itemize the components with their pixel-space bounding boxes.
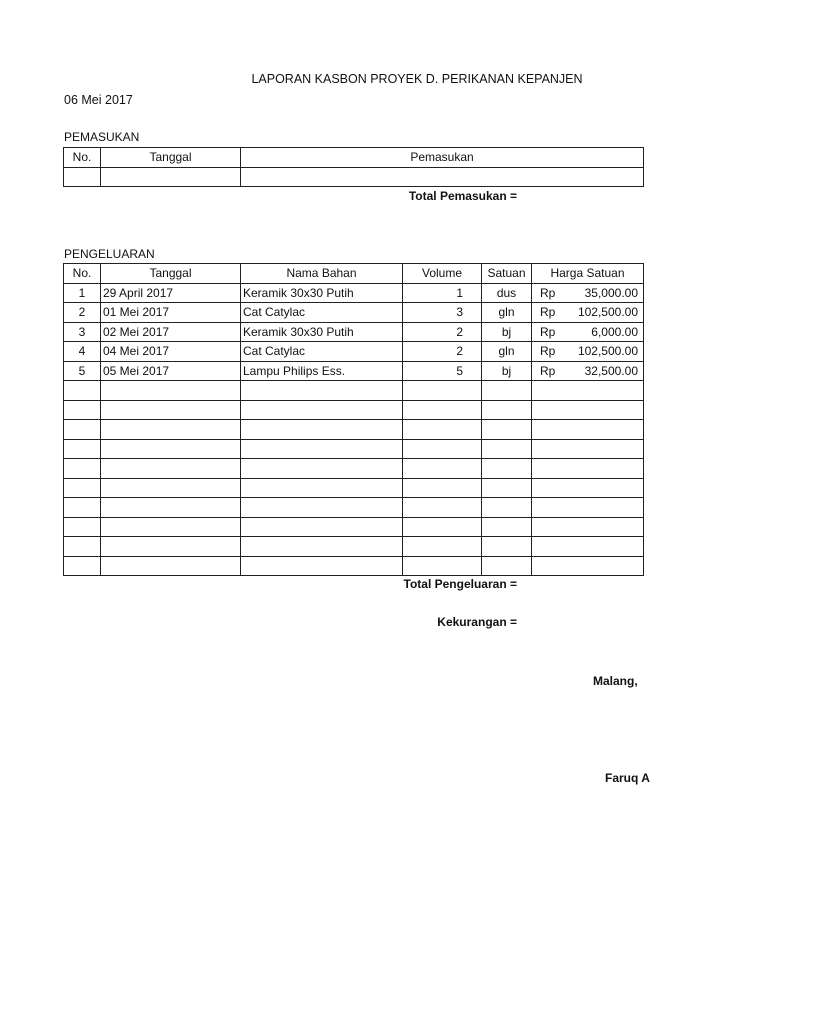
table-row bbox=[64, 303, 644, 323]
table-row bbox=[64, 342, 644, 362]
header-tanggal: Tanggal bbox=[101, 148, 241, 168]
empty-cell bbox=[482, 459, 532, 479]
empty-cell bbox=[101, 439, 241, 459]
total-pengeluaran-label: Total Pengeluaran = bbox=[403, 577, 517, 591]
cell-nama-bahan: Lampu Philips Ess. bbox=[241, 361, 403, 381]
table-row bbox=[64, 459, 644, 479]
empty-cell bbox=[403, 381, 482, 401]
price-value: 6,000.00 bbox=[591, 324, 638, 339]
pemasukan-header-row bbox=[64, 148, 644, 168]
currency-label: Rp bbox=[540, 344, 556, 359]
empty-cell bbox=[241, 498, 403, 518]
signer-name: Faruq A bbox=[605, 771, 650, 785]
pemasukan-table bbox=[63, 147, 644, 187]
empty-cell bbox=[532, 478, 644, 498]
cell-satuan: bj bbox=[482, 322, 532, 342]
total-pemasukan-label: Total Pemasukan = bbox=[408, 189, 517, 203]
header-volume: Volume bbox=[403, 264, 482, 284]
cell-volume: 2 bbox=[403, 322, 482, 342]
empty-cell bbox=[532, 439, 644, 459]
price-value: 102,500.00 bbox=[577, 305, 638, 320]
table-row bbox=[64, 439, 644, 459]
header-pemasukan: Pemasukan bbox=[241, 148, 644, 168]
cell-tanggal: 02 Mei 2017 bbox=[101, 322, 241, 342]
empty-cell bbox=[101, 400, 241, 420]
header-no: No. bbox=[64, 148, 101, 168]
empty-cell bbox=[101, 420, 241, 440]
empty-cell bbox=[482, 498, 532, 518]
empty-cell bbox=[64, 478, 101, 498]
cell-tanggal: 05 Mei 2017 bbox=[101, 361, 241, 381]
pemasukan-section-label: PEMASUKAN bbox=[64, 130, 140, 144]
cell-no: 3 bbox=[64, 322, 101, 342]
empty-cell bbox=[101, 498, 241, 518]
empty-cell bbox=[482, 400, 532, 420]
header-no: No. bbox=[64, 264, 101, 284]
empty-cell bbox=[403, 400, 482, 420]
table-row bbox=[64, 498, 644, 518]
cell-no: 5 bbox=[64, 361, 101, 381]
table-row bbox=[64, 400, 644, 420]
currency-label: Rp bbox=[540, 305, 556, 320]
currency-label: Rp bbox=[540, 324, 556, 339]
empty-cell bbox=[241, 517, 403, 537]
empty-cell bbox=[482, 517, 532, 537]
table-row bbox=[64, 361, 644, 381]
price-value: 35,000.00 bbox=[584, 285, 638, 300]
empty-cell bbox=[482, 381, 532, 401]
empty-cell bbox=[532, 420, 644, 440]
empty-cell bbox=[532, 537, 644, 557]
empty-cell bbox=[241, 537, 403, 557]
table-row bbox=[64, 478, 644, 498]
empty-cell bbox=[241, 459, 403, 479]
price-value: 32,500.00 bbox=[584, 363, 638, 378]
cell-satuan: bj bbox=[482, 361, 532, 381]
empty-cell bbox=[482, 420, 532, 440]
empty-cell bbox=[101, 556, 241, 576]
empty-cell bbox=[64, 459, 101, 479]
empty-cell bbox=[64, 420, 101, 440]
empty-cell bbox=[403, 537, 482, 557]
cell-tanggal: 01 Mei 2017 bbox=[101, 303, 241, 323]
empty-cell bbox=[403, 420, 482, 440]
table-row bbox=[64, 517, 644, 537]
report-date: 06 Mei 2017 bbox=[64, 93, 133, 107]
empty-cell bbox=[241, 420, 403, 440]
empty-cell bbox=[64, 381, 101, 401]
cell-nama-bahan: Keramik 30x30 Putih bbox=[241, 283, 403, 303]
empty-cell bbox=[101, 517, 241, 537]
header-nama-bahan: Nama Bahan bbox=[241, 264, 403, 284]
cell-harga bbox=[532, 283, 644, 303]
cell-nama-bahan: Keramik 30x30 Putih bbox=[241, 322, 403, 342]
empty-cell bbox=[482, 439, 532, 459]
place-label: Malang, bbox=[593, 674, 638, 688]
cell-no: 1 bbox=[64, 283, 101, 303]
empty-cell bbox=[101, 478, 241, 498]
header-tanggal: Tanggal bbox=[101, 264, 241, 284]
empty-cell bbox=[403, 556, 482, 576]
empty-cell bbox=[403, 478, 482, 498]
empty-cell bbox=[241, 556, 403, 576]
empty-cell bbox=[403, 517, 482, 537]
cell-harga bbox=[532, 303, 644, 323]
cell-tanggal: 04 Mei 2017 bbox=[101, 342, 241, 362]
empty-cell bbox=[403, 498, 482, 518]
empty-cell bbox=[64, 400, 101, 420]
header-harga-satuan: Harga Satuan bbox=[532, 264, 644, 284]
empty-cell bbox=[482, 537, 532, 557]
table-row bbox=[64, 167, 644, 187]
empty-cell bbox=[403, 459, 482, 479]
empty-cell bbox=[101, 537, 241, 557]
table-row bbox=[64, 556, 644, 576]
empty-cell bbox=[241, 400, 403, 420]
price-value: 102,500.00 bbox=[577, 344, 638, 359]
empty-cell bbox=[64, 498, 101, 518]
cell-harga bbox=[532, 342, 644, 362]
pengeluaran-header-row bbox=[64, 264, 644, 284]
pengeluaran-table bbox=[63, 263, 644, 576]
empty-cell bbox=[403, 439, 482, 459]
table-row bbox=[64, 537, 644, 557]
empty-cell bbox=[532, 381, 644, 401]
cell-satuan: dus bbox=[482, 283, 532, 303]
empty-cell bbox=[482, 478, 532, 498]
cell-nama-bahan: Cat Catylac bbox=[241, 303, 403, 323]
report-title: LAPORAN KASBON PROYEK D. PERIKANAN KEPANJEN bbox=[251, 72, 583, 86]
empty-cell bbox=[482, 556, 532, 576]
cell-volume: 5 bbox=[403, 361, 482, 381]
empty-cell bbox=[532, 498, 644, 518]
table-row bbox=[64, 283, 644, 303]
currency-label: Rp bbox=[540, 363, 556, 378]
pengeluaran-section-label: PENGELUARAN bbox=[64, 247, 155, 261]
header-satuan: Satuan bbox=[482, 264, 532, 284]
empty-cell bbox=[64, 537, 101, 557]
empty-cell bbox=[64, 517, 101, 537]
empty-cell bbox=[532, 517, 644, 537]
cell-satuan: gln bbox=[482, 303, 532, 323]
empty-cell bbox=[101, 459, 241, 479]
table-row bbox=[64, 381, 644, 401]
cell-satuan: gln bbox=[482, 342, 532, 362]
empty-cell bbox=[532, 556, 644, 576]
cell-tanggal: 29 April 2017 bbox=[101, 283, 241, 303]
empty-cell bbox=[64, 439, 101, 459]
empty-cell bbox=[241, 439, 403, 459]
empty-cell bbox=[241, 478, 403, 498]
empty-cell bbox=[532, 400, 644, 420]
cell-harga bbox=[532, 322, 644, 342]
cell-volume: 1 bbox=[403, 283, 482, 303]
cell-no: 4 bbox=[64, 342, 101, 362]
cell-volume: 2 bbox=[403, 342, 482, 362]
empty-cell bbox=[101, 381, 241, 401]
cell-no: 2 bbox=[64, 303, 101, 323]
kekurangan-label: Kekurangan = bbox=[437, 615, 517, 629]
empty-cell bbox=[64, 556, 101, 576]
empty-cell bbox=[532, 459, 644, 479]
cell-harga bbox=[532, 361, 644, 381]
cell-nama-bahan: Cat Catylac bbox=[241, 342, 403, 362]
table-row bbox=[64, 420, 644, 440]
table-row bbox=[64, 322, 644, 342]
cell-volume: 3 bbox=[403, 303, 482, 323]
empty-cell bbox=[241, 381, 403, 401]
currency-label: Rp bbox=[540, 285, 556, 300]
